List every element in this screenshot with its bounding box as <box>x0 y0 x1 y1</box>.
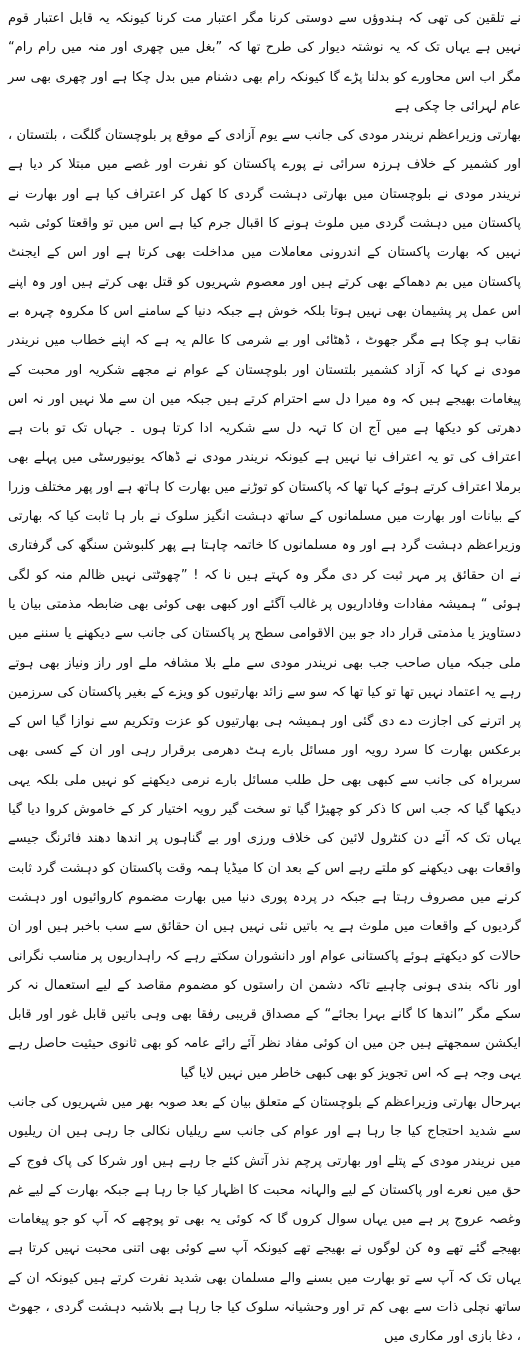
paragraph-3: بہرحال بھارتی وزیراعظم کے بلوچستان کے متعلق بیان کے بعد صوبہ بھر میں شہریوں کی جانب سے شدید احتجاج کیا جا رہا ہے اور عوام کی جانب سے ریلیاں نکالی جا رہی ہیں ان ریلیوں میں نریندر مودی کے پتلے اور بھارتی پرچم نذر آتش کئے جا رہے ہیں اور شرکا کی پاک فوج کے حق میں نعرے اور پاکستان کے لیے والہانہ محبت کا اظہار کیا جا رہا ہے جبکہ بھارت کے لیے غم وغصہ عروج پر ہے میں یہاں سوال کروں گا کہ کوئی یہ بھی تو پوچھے کہ آپ کو جو پیغامات بھیجے گئے تھے وہ کن لوگوں نے بھیجے تھے کیونکہ آپ سے کوئی بھی اتنی محبت نہیں کرتا ہے یہاں تک کہ آپ سے تو بھارت میں بسنے والے مسلمان بھی شدید نفرت کرتے ہیں کیونکہ ان کے ساتھ نچلی ذات سے بھی کم تر اور وحشیانہ سلوک کیا جا رہا ہے بلاشبہ دہشت گردی ، جھوٹ ، دغا بازی اور مکاری میں <box>8 1094 521 1345</box>
paragraph-2: بھارتی وزیراعظم نریندر مودی کی جانب سے یوم آزادی کے موقع پر بلوچستان گلگت ، بلتستان ، اور کشمیر کے خلاف ہرزہ سرائی نے پورے پاکستان کو نفرت اور غصے میں مبتلا کر دیا ہے نریندر مودی نے بلوچستان میں بھارتی دہشت گردی کا کھل کر اعتراف کیا ہے اور بھارت نے پاکستان میں دہشت گردی میں ملوث ہونے کا اقبال جرم کیا ہے اس میں تو واقعتا کوئی شبہ نہیں کہ بھارت پاکستان کے اندرونی معاملات میں مداخلت بھی کرتا ہے اور اس کے ایجنٹ پاکستان میں بم دھماکے بھی کرتے ہیں اور معصوم شہریوں کو قتل بھی کرتے ہیں اور وہ اپنے اس عمل پر پشیمان بھی نہیں ہوتا بلکہ خوش ہے جبکہ دنیا کے سامنے اس کا مکروہ چہرہ بے نقاب ہو چکا ہے مگر جھوٹ ، ڈھٹائی اور بے شرمی کا عالم یہ ہے کہ اپنے خطاب میں نریندر مودی نے کہا کہ آزاد کشمیر بلتستان اور بلوچستان کے عوام نے مجھے شکریہ اور محبت کے پیغامات بھیجے ہیں کہ وہ میرا دل سے احترام کرتے ہیں جبکہ میں ان سے ملا نہیں اور نہ اس دھرتی کو دیکھا ہے میں آج ان کا تہہ دل سے شکریہ ادا کرتا ہوں ۔ جہاں تک تو بات ہے اعتراف کی تو یہ اعتراف نیا نہیں ہے کیونکہ نریندر مودی نے ڈھاکہ یونیورسٹی میں پہلے بھی برملا اعتراف کرتے ہوئے کہا تھا کہ پاکستان کو توڑنے میں بھارت کا ہاتھ ہے اور پھر مختلف وزرا کے بیانات اور بھارت میں مسلمانوں کے ساتھ دہشت انگیز سلوک نے بار ہا ثابت کیا کہ بھارتی وزیراعظم دہشت گرد ہے اور وہ مسلمانوں کا خاتمہ چاہتا ہے پھر کلبوشن سنگھ کی گرفتاری نے ان حقائق پر مہر ثبت کر دی مگر وہ کہتے ہیں نا کہ ! ”چھوٹتی نہیں ظالم منہ کو لگی ہوئی “ ہمیشہ مفادات وفاداریوں پر غالب آگئے اور کبھی بھی کوئی بھی ضابطہ مذمتی بیان یا دستاویز یا مذمتی قرار داد جو بین الاقوامی سطح پر پاکستان کی جانب سے دیکھنے یا سننے میں ملی جبکہ میاں صاحب جب بھی نریندر مودی سے ملے بلا مشافہ ملے اور راز ونیاز بھی ہوتے رہے یہ اعتماد نہیں تھا تو کیا تھا کہ سو سے زائد بھارتیوں کو ویزے کے بغیر پاکستان کی سرزمین پر اترنے کی اجازت دے دی گئی اور ہمیشہ ہی بھارتیوں کو عزت وتکریم سے نوازا گیا اس کے برعکس بھارت کا سرد رویہ اور مسائل بارے ہٹ دھرمی برقرار رہی اور ان کے کسی بھی سربراہ کی جانب سے کبھی بھی حل طلب مسائل بارے نرمی دیکھنے کو نہیں ملی بلکہ یہی دیکھا گیا کہ جب اس کا ذکر کو چھیڑا گیا تو سخت گیر رویہ اختیار کر کے خاموش کروا دیا گیا یہاں تک کہ آئے دن کنٹرول لائین کی خلاف ورزی اور بے گناہوں پر اندھا دھند فائرنگ جیسے واقعات بھی دیکھنے کو ملتے رہے اس کے بعد ان کا میڈیا ہمہ وقت پاکستان کو دہشت گرد ثابت کرنے میں مصروف رہتا ہے جبکہ در پردہ پوری دنیا میں بھارت مضموم کاروائیوں اور دہشت گردیوں کے واقعات میں ملوث ہے یہ باتیں نئی نہیں ہیں ان حقائق سے سب باخبر ہیں اور ان حالات کو دیکھتے ہوئے پاکستانی عوام اور دانشوران سکتے رہے کہ راہداریوں پر مناسب نگرانی اور ناکہ بندی ہونی چاہیے تاکہ دشمن ان راستوں کو مضموم مقاصد کے لیے استعمال نہ کر سکے مگر ”اندھا کا گانے بہرا بجائے“ کے مصداق قریبی رفقا بھی وہی باتیں قابل غور اور قابل ایکشن سمجھتے ہیں جن میں ان کوئی مفاد نظر آئے رائے عامہ کو بھی ثانوی حیثیت حاصل رہے یہی وجہ ہے کہ اس تجویز کو بھی کبھی خاطر میں نہیں لایا گیا <box>8 128 521 1081</box>
paragraph-1: نے تلقین کی تھی کہ ہندوؤں سے دوستی کرنا مگر اعتبار مت کرنا کیونکہ یہ قابل اعتبار قوم نہیں ہے یہاں تک کہ یہ نوشتہ دیوار کی طرح تھا کہ ”بغل میں چھری اور منہ میں رام رام“ مگر اب اس محاورے کو بدلنا پڑے گا کیونکہ رام بھی دشنام میں بدل چکا ہے اور چھری بھی سر عام لہرائی جا چکی ہے <box>8 11 521 114</box>
